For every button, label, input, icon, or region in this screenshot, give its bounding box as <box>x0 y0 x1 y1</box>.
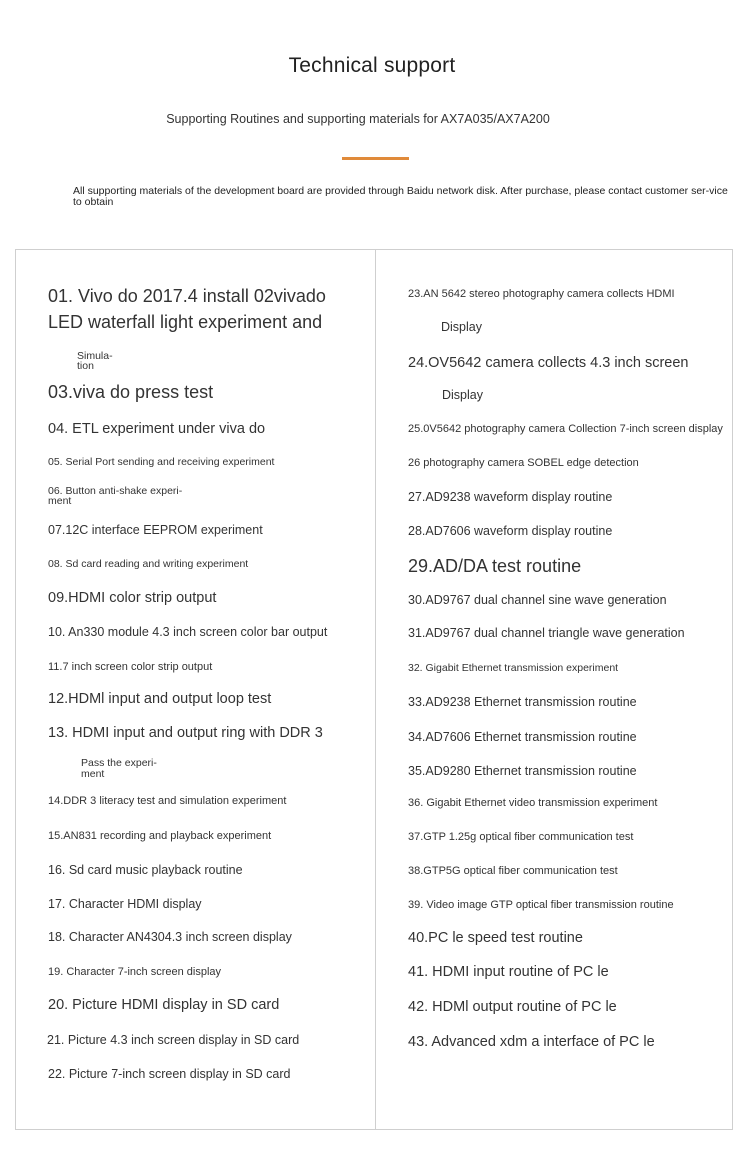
list-item-01-cont-a: Simula- <box>77 350 113 362</box>
list-item-12: 12.HDMl input and output loop test <box>48 691 272 707</box>
list-item-19: 19. Character 7-inch screen display <box>48 966 222 978</box>
list-item-25: 25.0V5642 photography camera Collection 7-inch screen display <box>408 423 723 435</box>
list-item-10: 10. An330 module 4.3 inch screen color bar output <box>48 625 328 639</box>
list-item-34: 34.AD7606 Ethernet transmission routine <box>408 730 637 744</box>
notice-text: All supporting materials of the development board are provided through Baidu network disk. After purchase, please contact customer ser-vice to obtain <box>73 185 728 208</box>
list-item-24-cont: Display <box>442 388 483 402</box>
list-item-17: 17. Character HDMI display <box>48 897 202 911</box>
list-item-35: 35.AD9280 Ethernet transmission routine <box>408 764 637 778</box>
list-item-24: 24.OV5642 camera collects 4.3 inch screen <box>408 355 689 371</box>
page-subtitle: Supporting Routines and supporting materials for AX7A035/AX7A200 <box>166 112 550 126</box>
list-item-13-cont-b: ment <box>81 768 105 780</box>
list-item-01-line2: LED waterfall light experiment and <box>48 312 323 332</box>
list-item-26: 26 photography camera SOBEL edge detection <box>408 457 639 469</box>
column-divider <box>375 249 376 1130</box>
list-item-42: 42. HDMl output routine of PC le <box>408 999 617 1015</box>
list-item-15: 15.AN831 recording and playback experiment <box>48 830 272 842</box>
list-item-29: 29.AD/DA test routine <box>408 556 582 576</box>
list-item-21: 21. Picture 4.3 inch screen display in SD card <box>47 1033 300 1047</box>
list-item-31: 31.AD9767 dual channel triangle wave generation <box>408 626 685 640</box>
list-item-13: 13. HDMI input and output ring with DDR 3 <box>48 725 323 741</box>
list-item-18: 18. Character AN4304.3 inch screen display <box>48 930 292 944</box>
list-item-43: 43. Advanced xdm a interface of PC le <box>408 1034 655 1050</box>
list-item-37: 37.GTP 1.25g optical fiber communication test <box>408 831 634 843</box>
list-item-23-cont: Display <box>441 320 482 334</box>
list-item-20: 20. Picture HDMI display in SD card <box>48 997 280 1013</box>
list-item-04: 04. ETL experiment under viva do <box>48 421 266 437</box>
list-item-32: 32. Gigabit Ethernet transmission experiment <box>408 662 619 674</box>
list-item-06-b: ment <box>48 495 72 507</box>
list-item-01-cont-b: tion <box>77 360 94 372</box>
list-item-27: 27.AD9238 waveform display routine <box>408 490 613 504</box>
list-item-30: 30.AD9767 dual channel sine wave generation <box>408 593 667 607</box>
list-item-13-cont-a: Pass the experi- <box>81 757 157 769</box>
list-item-28: 28.AD7606 waveform display routine <box>408 524 613 538</box>
list-item-06-a: 06. Button anti-shake experi- <box>48 485 183 497</box>
list-item-09: 09.HDMI color strip output <box>48 590 217 606</box>
list-item-07: 07.12C interface EEPROM experiment <box>48 523 263 537</box>
list-item-33: 33.AD9238 Ethernet transmission routine <box>408 695 637 709</box>
list-item-01-line1: 01. Vivo do 2017.4 install 02vivado <box>48 286 326 306</box>
list-item-05: 05. Serial Port sending and receiving experiment <box>48 456 275 468</box>
list-item-36: 36. Gigabit Ethernet video transmission experiment <box>408 797 658 809</box>
accent-divider <box>342 157 409 160</box>
list-item-41: 41. HDMI input routine of PC le <box>408 964 609 980</box>
list-item-22: 22. Picture 7-inch screen display in SD card <box>48 1067 291 1081</box>
list-item-23: 23.AN 5642 stereo photography camera collects HDMI <box>408 288 675 300</box>
list-item-11: 11.7 inch screen color strip output <box>48 661 213 673</box>
list-item-14: 14.DDR 3 literacy test and simulation experiment <box>48 795 287 807</box>
list-item-16: 16. Sd card music playback routine <box>48 863 243 877</box>
page-title: Technical support <box>288 54 456 77</box>
list-item-39: 39. Video image GTP optical fiber transmission routine <box>408 899 674 911</box>
list-item-03: 03.viva do press test <box>48 382 214 402</box>
list-item-08: 08. Sd card reading and writing experiment <box>48 558 249 570</box>
list-item-40: 40.PC le speed test routine <box>408 930 583 946</box>
list-item-38: 38.GTP5G optical fiber communication test <box>408 865 618 877</box>
